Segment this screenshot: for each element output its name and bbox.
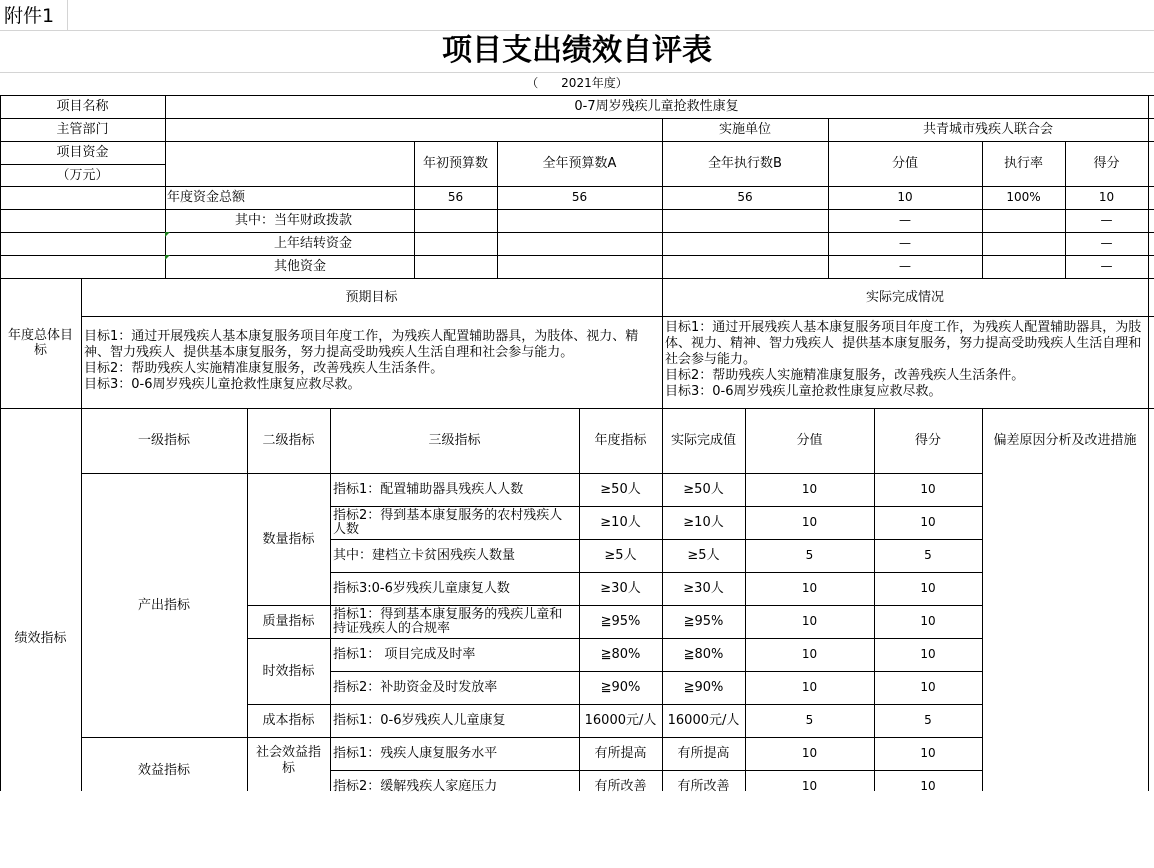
impl-unit-value: 共青城市残疾人联合会 xyxy=(922,122,1053,137)
indicator-actual: 16000元/人 xyxy=(667,713,740,728)
indicator-name: 指标1： 项目完成及时率 xyxy=(333,646,476,662)
indicator-actual: ≥50人 xyxy=(683,482,724,497)
indicator-actual: 有所提高 xyxy=(677,746,730,761)
indicator-value: 10 xyxy=(801,746,818,760)
indicator-name: 指标2：缓解残疾人家庭压力 xyxy=(333,778,498,794)
label-actual-status: 实际完成情况 xyxy=(865,289,944,305)
fund-header-initial: 年初预算数 xyxy=(422,156,488,171)
indicator-name: 指标1：得到基本康复服务的残疾儿童和持证残疾人的合规率 xyxy=(333,606,563,636)
indicator-name: 指标3:0-6岁残疾儿童康复人数 xyxy=(333,580,510,596)
fund-row-initial xyxy=(414,255,497,278)
attachment-label: 附件1 xyxy=(4,4,55,27)
actual-status-text: 目标1：通过开展残疾人基本康复服务项目年度工作，为残疾人配置辅助器具，为肢体、视力、精神、智力残疾人 提供基本康复服务，努力提高受助残疾人生活自理和社会参与能力。 目标2：帮助残疾人实施精准康复服务，改善残疾人生活条件。 目标3：0-6周岁残疾儿童抢救性康复应救尽救。 xyxy=(665,320,1142,399)
fund-row-score: 10 xyxy=(1098,190,1115,204)
indicator-actual: ≥30人 xyxy=(683,581,724,596)
level2-quantity: 数量指标 xyxy=(262,531,315,547)
label-impl-unit: 实施单位 xyxy=(718,122,771,137)
ind-header-level2: 二级指标 xyxy=(262,433,315,448)
indicator-value: 10 xyxy=(801,581,818,595)
indicator-name: 指标1：配置辅助器具残疾人人数 xyxy=(333,481,524,497)
fund-row-label: 上年结转资金 xyxy=(273,236,352,251)
indicator-score: 10 xyxy=(920,482,936,496)
fund-header-score: 得分 xyxy=(1093,156,1120,171)
fund-row-executed xyxy=(662,255,828,278)
fund-row-rate: 100% xyxy=(1006,190,1041,204)
fund-row-annual xyxy=(497,255,662,278)
indicator-target: 有所改善 xyxy=(594,779,647,794)
indicator-actual: 有所改善 xyxy=(677,779,730,794)
label-dept: 主管部门 xyxy=(56,122,109,137)
indicator-actual: ≥10人 xyxy=(683,515,724,530)
fund-header-rate: 执行率 xyxy=(1003,156,1043,171)
indicator-actual: ≧90% xyxy=(683,680,724,695)
level1-benefit: 效益指标 xyxy=(137,762,190,778)
indicator-value: 10 xyxy=(801,515,818,529)
fund-row-annual: 56 xyxy=(571,190,588,204)
label-perf-indicator: 绩效指标 xyxy=(14,630,67,646)
indicator-value: 10 xyxy=(801,647,818,661)
indicator-value: 10 xyxy=(801,482,818,496)
fund-row-initial xyxy=(414,209,497,232)
indicator-name: 指标2：得到基本康复服务的农村残疾人人数 xyxy=(333,507,563,537)
indicator-target: ≥30人 xyxy=(600,581,641,596)
fund-row-score: — xyxy=(1100,236,1113,250)
ind-header-level1: 一级指标 xyxy=(137,433,190,448)
indicator-score: 10 xyxy=(920,779,936,793)
indicator-score: 10 xyxy=(920,614,936,628)
level2-timeliness: 时效指标 xyxy=(262,663,315,679)
indicator-value: 5 xyxy=(805,548,814,562)
fund-row-rate xyxy=(982,209,1065,232)
fund-row-initial xyxy=(414,232,497,255)
indicator-value: 10 xyxy=(801,779,818,793)
label-annual-goal: 年度总体目标 xyxy=(7,328,73,358)
level2-social-benefit: 社会效益指标 xyxy=(255,745,321,776)
indicator-name: 指标1：0-6岁残疾人儿童康复 xyxy=(333,712,506,728)
fund-row-score-value: — xyxy=(899,259,911,273)
indicator-score: 10 xyxy=(920,746,936,760)
fund-row-executed xyxy=(662,232,828,255)
fund-row-initial: 56 xyxy=(447,190,464,204)
indicator-score: 10 xyxy=(920,647,936,661)
indicator-target: 16000元/人 xyxy=(584,713,657,728)
indicator-target: ≥10人 xyxy=(600,515,641,530)
fund-row-annual xyxy=(497,232,662,255)
indicator-target: ≥5人 xyxy=(604,548,637,563)
project-name-value: 0-7周岁残疾儿童抢救性康复 xyxy=(574,99,739,114)
fund-header-score-value: 分值 xyxy=(891,156,918,171)
fund-row-score-value: 10 xyxy=(897,190,913,204)
fund-row-rate xyxy=(982,232,1065,255)
level2-quality: 质量指标 xyxy=(262,614,315,629)
label-fund: 项目资金 xyxy=(56,145,109,160)
fund-row-annual xyxy=(497,209,662,232)
label-project-name: 项目名称 xyxy=(56,99,109,114)
fund-row-executed xyxy=(662,209,828,232)
indicator-score: 10 xyxy=(920,581,936,595)
indicator-actual: ≥5人 xyxy=(687,548,720,563)
year-label: （ 2021年度） xyxy=(526,75,628,90)
fund-row-rate xyxy=(982,255,1065,278)
fund-header-executed: 全年执行数B xyxy=(708,156,782,171)
label-fund-unit: （万元） xyxy=(56,167,109,183)
ind-header-level3: 三级指标 xyxy=(428,433,481,448)
label-expected-goal: 预期目标 xyxy=(345,289,398,305)
fund-row-score-value: — xyxy=(899,236,911,250)
indicator-name: 指标1：残疾人康复服务水平 xyxy=(333,745,498,761)
indicator-name: 其中：建档立卡贫困残疾人数量 xyxy=(333,547,516,563)
level2-cost: 成本指标 xyxy=(262,713,315,728)
fund-row-score: — xyxy=(1100,259,1113,273)
fund-row-score-value: — xyxy=(899,213,911,227)
fund-row-label: 其中：当年财政拨款 xyxy=(234,213,352,228)
fund-row-label: 年度资金总额 xyxy=(167,190,246,205)
indicator-score: 5 xyxy=(924,548,932,562)
indicator-actual: ≧95% xyxy=(683,614,724,629)
ind-header-actual: 实际完成值 xyxy=(670,433,736,448)
fund-row-label: 其他资金 xyxy=(273,259,326,274)
indicator-target: ≧95% xyxy=(600,614,641,629)
indicator-value: 10 xyxy=(801,614,818,628)
expected-goal-text: 目标1：通过开展残疾人基本康复服务项目年度工作，为残疾人配置辅助器具，为肢体、视力、精神、智力残疾人 提供基本康复服务，努力提高受助残疾人生活自理和社会参与能力。 目标2：帮助残疾人实施精准康复服务，改善残疾人生活条件。 目标3：0-6周岁残疾儿童抢救性康复应救尽救。 xyxy=(84,329,639,392)
fund-row-executed: 56 xyxy=(737,190,753,204)
indicator-target: 有所提高 xyxy=(594,746,647,761)
indicator-value: 10 xyxy=(801,680,818,694)
ind-header-deviation: 偏差原因分析及改进措施 xyxy=(993,433,1137,448)
level1-output: 产出指标 xyxy=(137,597,190,613)
indicator-value: 5 xyxy=(805,713,814,727)
fund-row-score: — xyxy=(1100,213,1113,227)
indicator-name: 指标2：补助资金及时发放率 xyxy=(333,679,498,695)
ind-header-value: 分值 xyxy=(796,433,823,448)
indicator-score: 10 xyxy=(920,680,936,694)
fund-header-annual: 全年预算数A xyxy=(542,156,617,171)
indicator-score: 5 xyxy=(924,713,932,727)
indicator-target: ≥50人 xyxy=(600,482,641,497)
form-title: 项目支出绩效自评表 xyxy=(442,33,712,68)
ind-header-target: 年度指标 xyxy=(594,433,647,448)
ind-header-score: 得分 xyxy=(914,433,941,448)
indicator-actual: ≧80% xyxy=(683,647,724,662)
indicator-target: ≧90% xyxy=(600,680,641,695)
indicator-target: ≧80% xyxy=(600,647,641,662)
indicator-score: 10 xyxy=(920,515,936,529)
